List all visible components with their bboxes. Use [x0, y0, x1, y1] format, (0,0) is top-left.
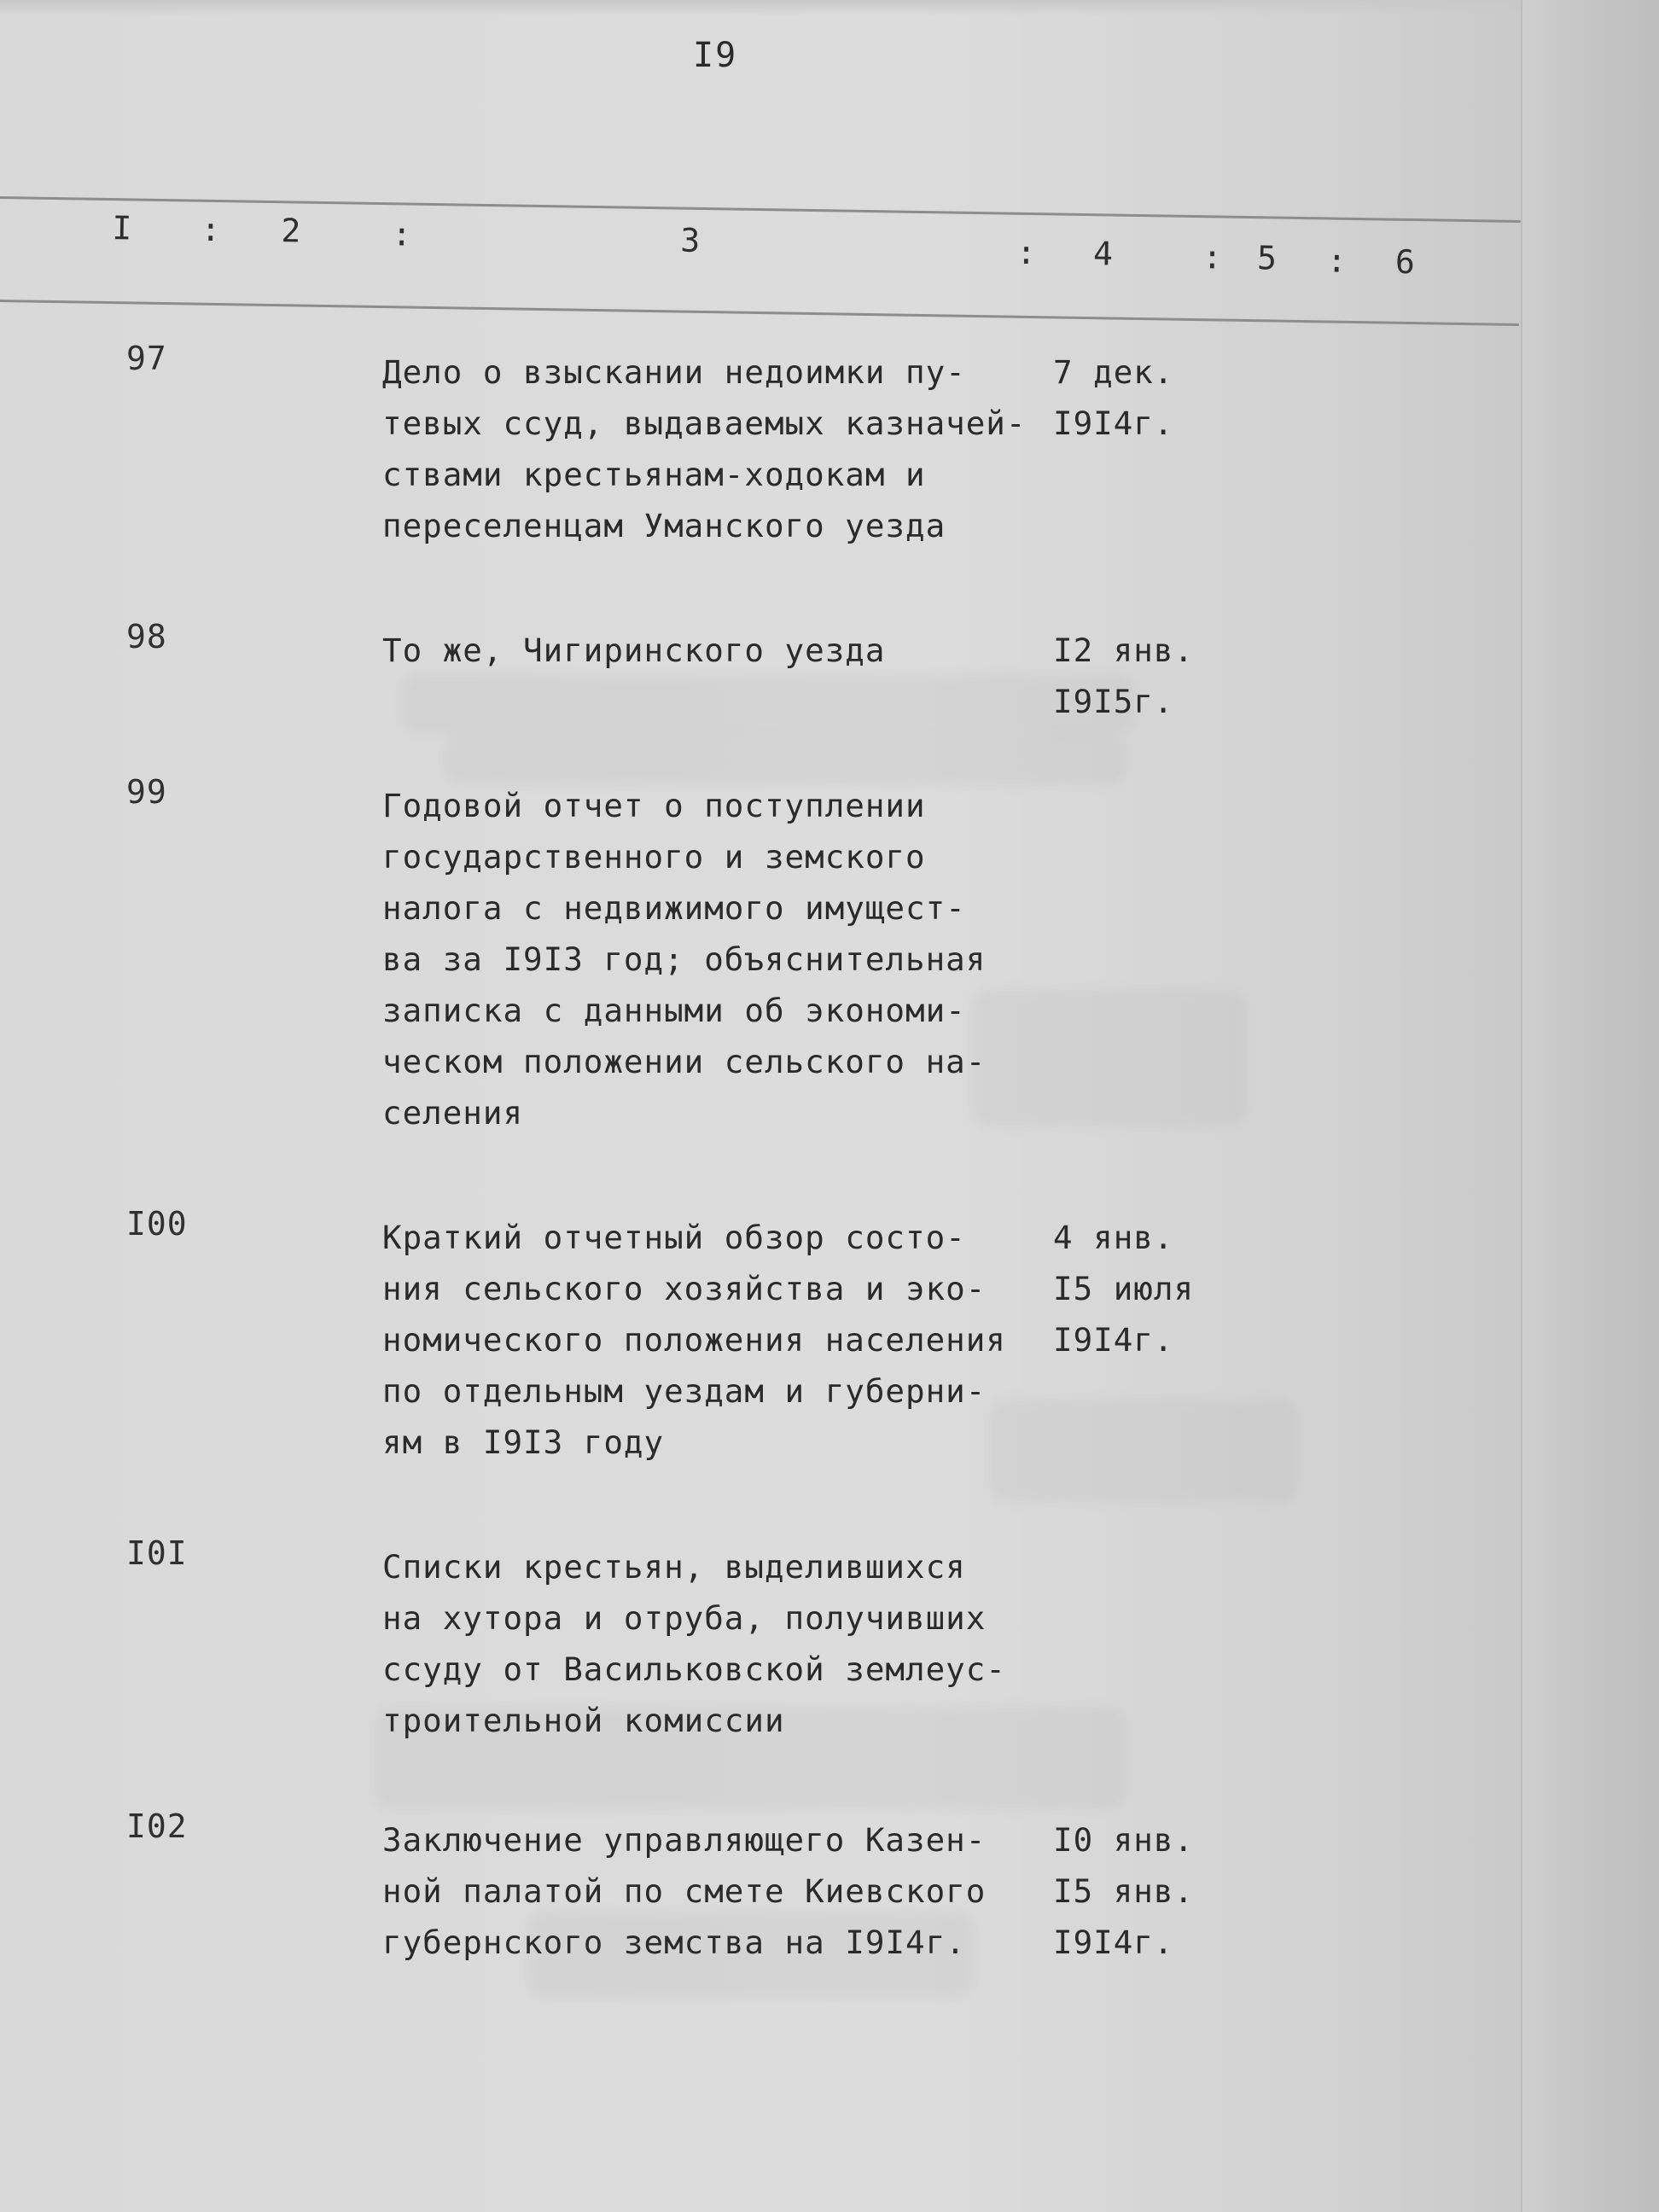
- column-separator: :: [392, 215, 412, 253]
- column-number-1: I: [112, 209, 132, 247]
- entry-number: 99: [126, 773, 167, 811]
- column-number-2: 2: [281, 212, 301, 250]
- column-separator: :: [1326, 242, 1348, 280]
- column-number-3: 3: [679, 221, 701, 259]
- column-separator: :: [201, 210, 221, 249]
- column-separator: :: [1202, 238, 1223, 276]
- column-number-6: 6: [1394, 242, 1416, 282]
- entry-number: 98: [126, 618, 167, 655]
- entry-number: 97: [126, 340, 167, 377]
- entry-dates: I2 янв. I9I5г.: [1053, 632, 1195, 720]
- entry-dates: 4 янв. I5 июля I9I4г.: [1053, 1219, 1195, 1359]
- entry-number: I00: [126, 1205, 188, 1243]
- entry-title: Краткий отчетный обзор состо- ния сельского хозяйства и эко- номического положения населения по отдельным уездам и губерни- ям в I9I3 году: [382, 1219, 1006, 1461]
- entry-number: I0I: [126, 1534, 188, 1572]
- entry-title: Годовой отчет о поступлении государственного и земского налога с недвижимого имущест- ва за I9I3 год; объяснительная записка с данными об экономи- ческом положении сельского на- селения: [382, 787, 987, 1132]
- column-number-5: 5: [1256, 239, 1278, 277]
- entry-dates: 7 дек. I9I4г.: [1053, 353, 1174, 442]
- column-number-4: 4: [1092, 235, 1114, 273]
- entry-number: I02: [126, 1807, 188, 1845]
- page-number: I9: [693, 36, 738, 75]
- entry-title: Дело о взыскании недоимки пу- тевых ссуд, выдаваемых казначей- ствами крестьянам-ходокам и переселенцам Уманского уезда: [382, 353, 1027, 544]
- underlying-page-edge: [1521, 0, 1659, 2212]
- entry-dates: I0 янв. I5 янв. I9I4г.: [1053, 1821, 1195, 1961]
- column-separator: :: [1016, 233, 1037, 272]
- entry-title: Заключение управляющего Казен- ной палатой по смете Киевского губернского земства на I9I4г.: [382, 1821, 987, 1961]
- entry-title: Списки крестьян, выделившихся на хутора и отруба, получивших ссуду от Васильковской землеус- троительной комиссии: [382, 1548, 1006, 1739]
- entry-title: То же, Чигиринского уезда: [382, 632, 886, 669]
